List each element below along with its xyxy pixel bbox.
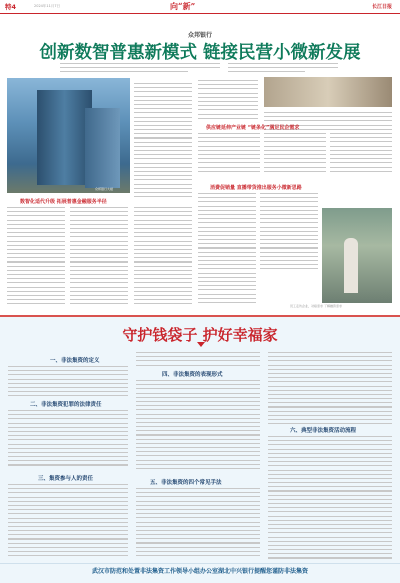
staff-photo-caption: 员工走访企业，对接需求 了解融资需求	[290, 304, 342, 308]
section-title	[170, 1, 195, 12]
body-column	[330, 133, 392, 175]
body-column	[198, 193, 256, 306]
section-body-4	[136, 380, 260, 472]
subhead-digital: 数智化适代升级 拓展普惠金融服务半径	[20, 199, 107, 205]
body-column	[198, 133, 260, 175]
paper-name: 长江日报	[371, 4, 392, 10]
building-shape	[37, 90, 92, 185]
article-headline: 创新数智普惠新模式 链接民营小微新发展	[39, 43, 361, 63]
section-title-word: “新”	[178, 1, 196, 11]
body-column	[198, 80, 258, 122]
subhead-consumption: 消费促销量 直播带货推出服务小微新思路	[210, 185, 302, 191]
staff-visit-photo	[322, 208, 392, 303]
subhead-supply-chain: 供应链延伸产业链 “链条化”满足民企需求	[206, 125, 300, 131]
body-column	[264, 133, 326, 175]
section-heading-6: 六、典型非法集资活动流程	[290, 428, 357, 434]
photo-caption: 众邦银行大楼	[95, 187, 114, 191]
section-divider	[0, 315, 400, 317]
notice-headline: 守护钱袋子 护好幸福家	[122, 326, 278, 344]
page-header	[0, 0, 400, 14]
section-heading-3: 三、集资参与人的责任	[38, 476, 94, 482]
body-column	[70, 207, 128, 308]
bank-building-photo	[7, 78, 130, 193]
lead-paragraph	[60, 63, 220, 76]
page-label: 特4	[5, 3, 17, 11]
body-column	[7, 207, 65, 308]
body-column	[134, 83, 192, 200]
lead-paragraph-right	[228, 63, 338, 76]
person-figure	[344, 238, 358, 293]
enterprise-visit-photo	[264, 77, 392, 107]
headline-arrow-icon	[197, 342, 205, 347]
section-body-2	[8, 410, 128, 469]
section-heading-1: 一、非法集资的定义	[50, 358, 100, 364]
section-body-intro	[136, 352, 260, 369]
section-body-intro-right	[268, 352, 392, 427]
section-body-5	[136, 488, 260, 559]
section-heading-2: 二、非法集资犯罪的法律责任	[30, 402, 102, 408]
section-body-3	[8, 484, 128, 559]
section-title-char: 向	[170, 1, 178, 11]
section-heading-5: 五、非法集资的四个常见手法	[150, 480, 222, 486]
notice-footer: 武汉市防范和处置非法集资工作领导小组办公室湖北中兴银行提醒您谨防非法集资	[0, 563, 400, 579]
section-heading-4: 四、非法集资的表现形式	[162, 372, 223, 378]
building-shape-2	[85, 108, 120, 188]
body-column	[260, 193, 318, 273]
article-kicker: 众邦银行	[187, 32, 212, 39]
section-body-6	[268, 436, 392, 562]
section-body-1	[8, 366, 128, 400]
body-column	[134, 207, 192, 308]
issue-date: 2024年11月7日	[34, 4, 61, 8]
